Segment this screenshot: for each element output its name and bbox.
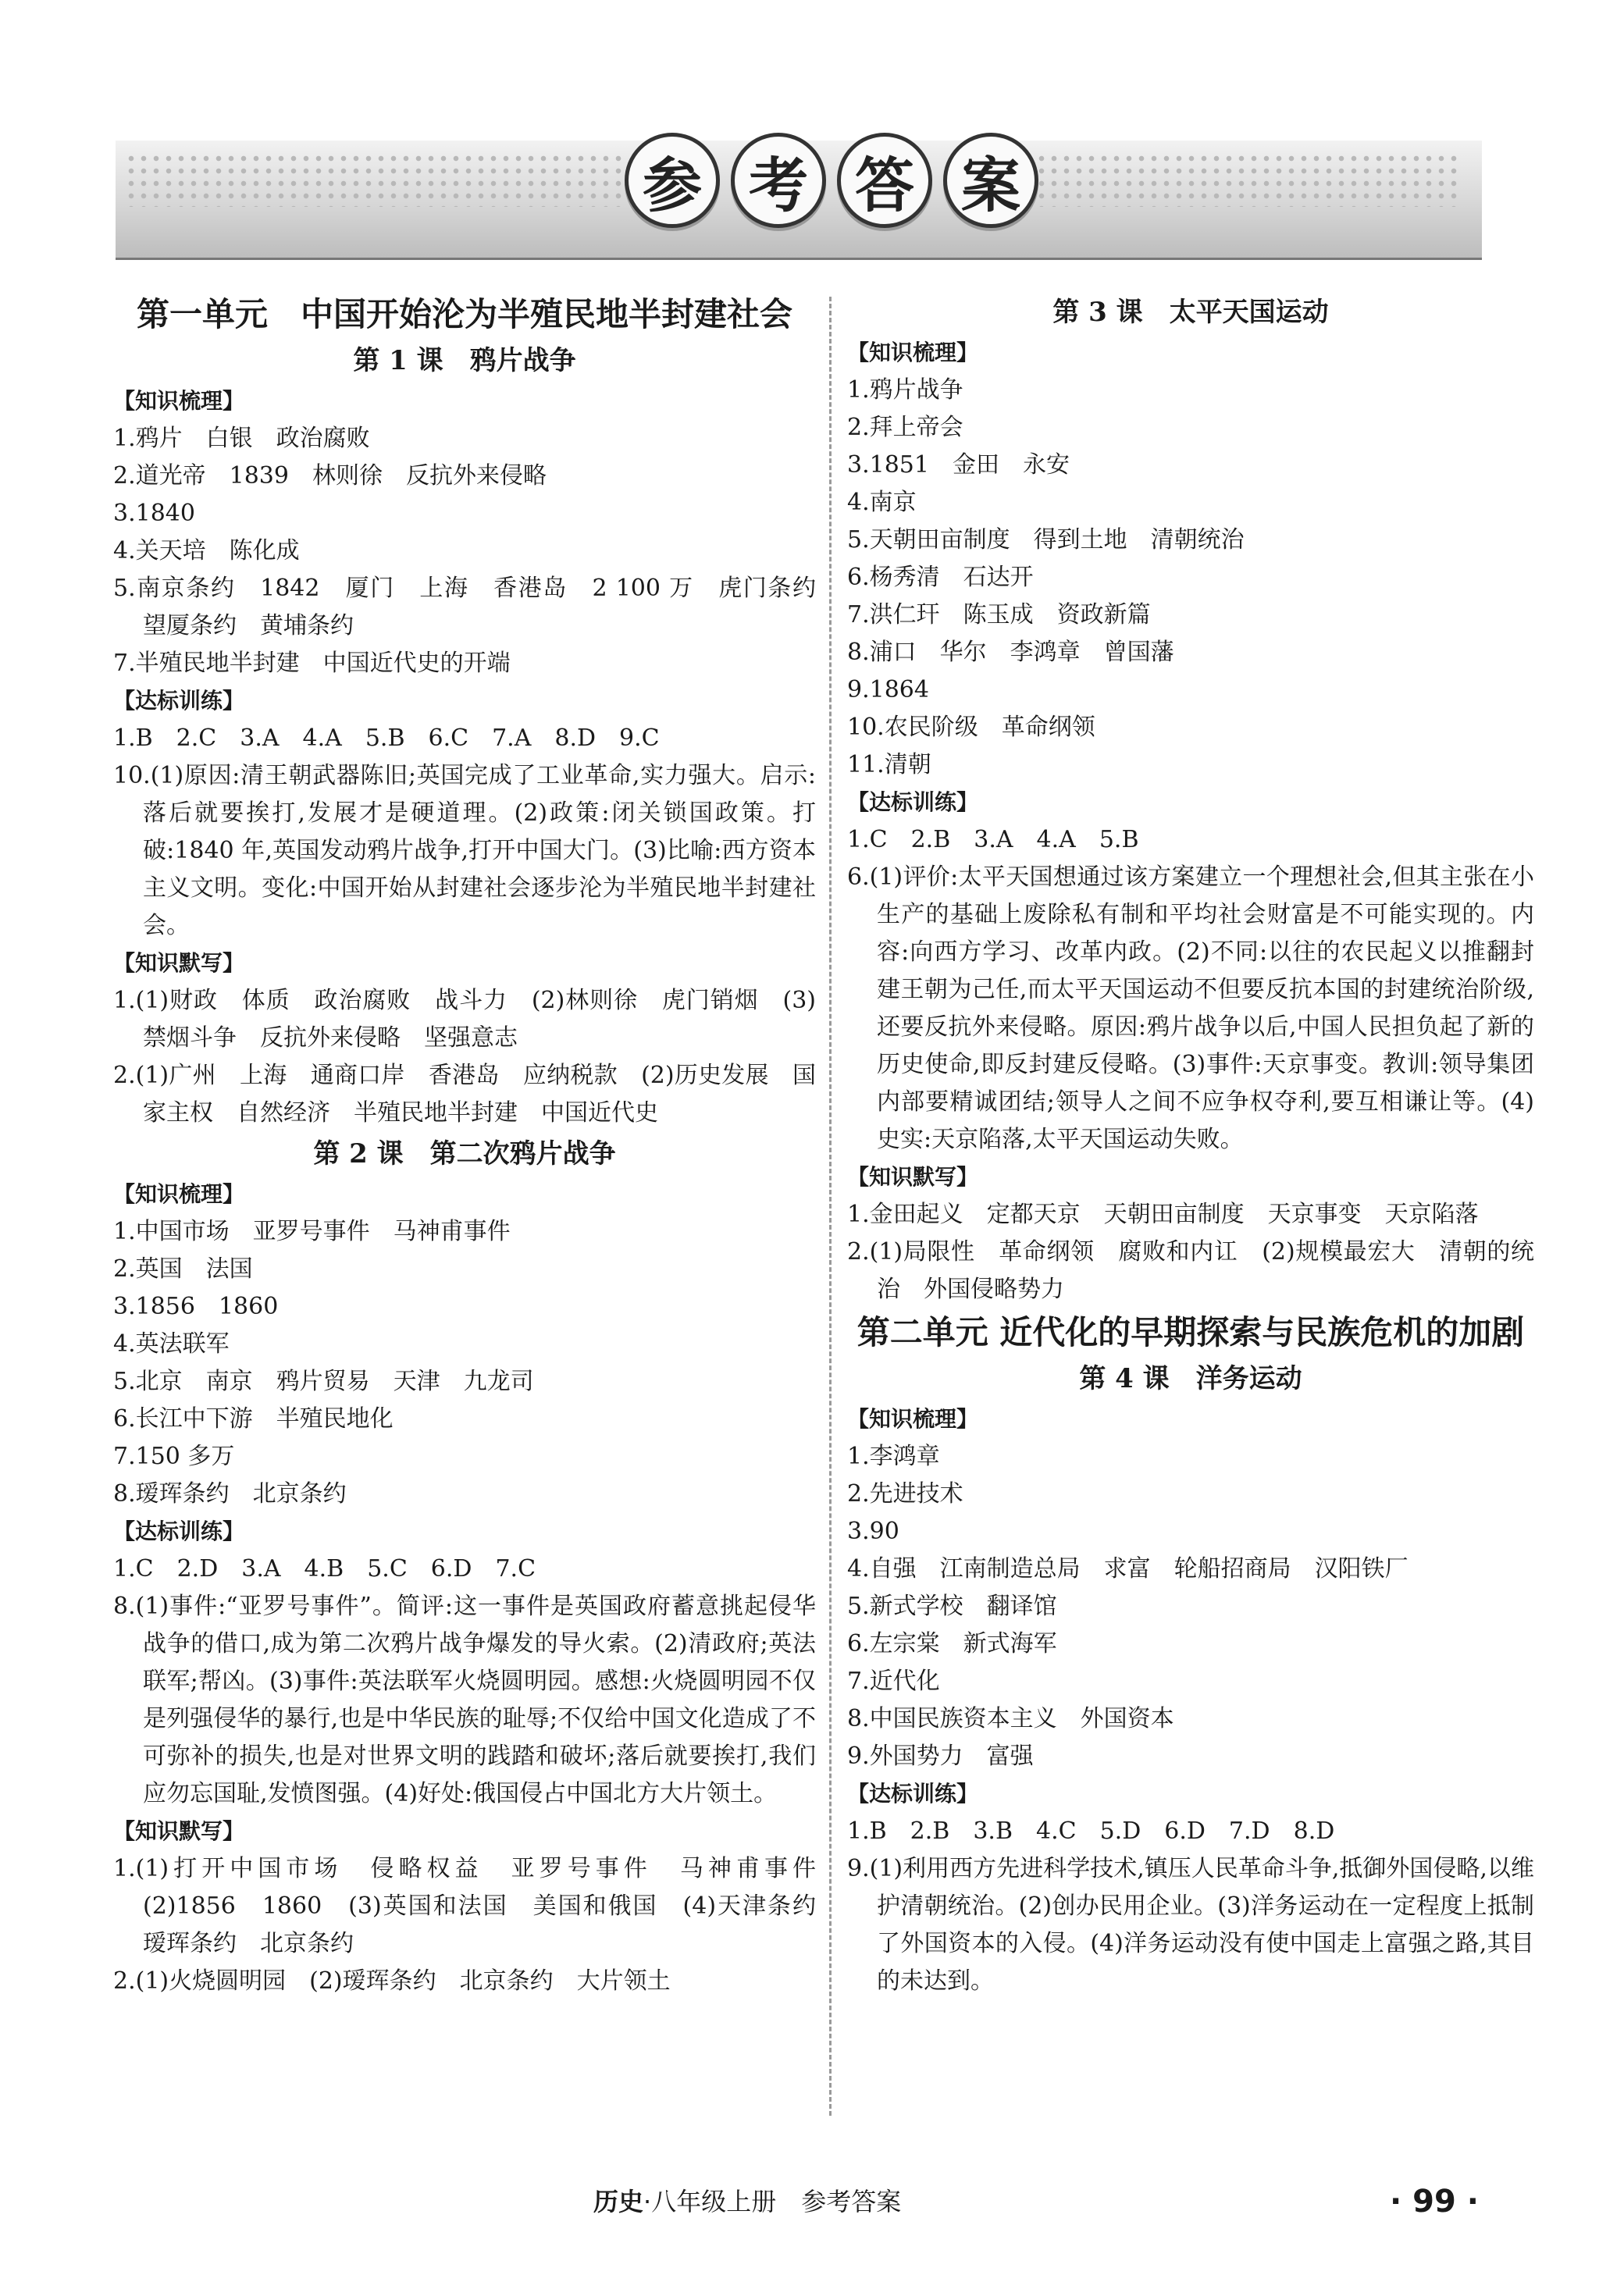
section-heading: 【知识梳理】	[113, 1181, 245, 1207]
title-char-3: 答	[837, 133, 932, 228]
answer-item: 4.南京	[847, 489, 917, 516]
answer-item: 5.北京 南京 鸦片贸易 天津 九龙司	[113, 1368, 534, 1395]
answer-item: 8.瑷珲条约 北京条约	[113, 1480, 347, 1508]
answer-item: 2.(1)火烧圆明园 (2)瑷珲条约 北京条约 大片领土	[113, 1967, 671, 1995]
answer-item: 2.拜上帝会	[847, 414, 963, 441]
answer-item: 6.(1)评价:太平天国想通过该方案建立一个理想社会,但其主张在小生产的基础上废除私有制和平均社会财富是不可能实现的。内容:向西方学习、改革内政。(2)不同:以往的农民起义以推翻封建王朝为己任,而太平天国运动不但要反抗本国的封建统治阶级,还要反抗外来侵略。原因:鸦片战争以后,中国人民担负起了新的历史使命,即反封建反侵略。(3)事件:天京事变。教训:领导集团内部要精诚团结;领导人之间不应争权夺利,要互相谦让等。(4)史实:天京陷落,太平天国运动失败。	[847, 863, 1534, 1153]
answer-item: 8.浦口 华尔 李鸿章 曾国藩	[847, 639, 1174, 666]
answer-item: 6.杨秀清 石达开	[847, 564, 1034, 591]
section-heading: 【知识梳理】	[113, 388, 245, 414]
column-divider	[829, 297, 832, 2116]
answer-item: 7.半殖民地半封建 中国近代史的开端	[113, 650, 511, 677]
answer-item: 1.(1)财政 体质 政治腐败 战斗力 (2)林则徐 虎门销烟 (3)禁烟斗争 反抗外来侵略 坚强意志	[113, 987, 816, 1052]
answer-item: 2.英国 法国	[113, 1255, 253, 1283]
answer-item: 2.(1)广州 上海 通商口岸 香港岛 应纳税款 (2)历史发展 国家主权 自然经济 半殖民地半封建 中国近代史	[113, 1062, 816, 1127]
section-heading: 【达标训练】	[113, 1518, 245, 1544]
answer-item: 3.1851 金田 永安	[847, 451, 1070, 479]
answer-item: 2.道光帝 1839 林则徐 反抗外来侵略	[113, 462, 547, 490]
section-heading: 【知识默写】	[113, 1818, 245, 1844]
banner-dots-right	[1023, 152, 1460, 207]
lesson-3-title: 第 3 课 太平天国运动	[1052, 297, 1329, 328]
answer-item: 1.B 2.B 3.B 4.C 5.D 6.D 7.D 8.D	[847, 1818, 1335, 1845]
answer-item: 1.中国市场 亚罗号事件 马神甫事件	[113, 1218, 511, 1245]
answer-item: 6.左宗棠 新式海军	[847, 1630, 1057, 1657]
answer-item: 9.外国势力 富强	[847, 1743, 1034, 1770]
answer-item: 1.C 2.D 3.A 4.B 5.C 6.D 7.C	[113, 1555, 536, 1583]
answer-item: 6.长江中下游 半殖民地化	[113, 1405, 394, 1433]
answer-item: 11.清朝	[847, 751, 931, 778]
lesson-1-title: 第 1 课 鸦片战争	[353, 345, 576, 376]
section-heading: 【达标训练】	[847, 1781, 979, 1807]
banner-dots-left	[125, 152, 625, 207]
answer-item: 4.关天培 陈化成	[113, 537, 300, 564]
section-heading: 【知识梳理】	[847, 340, 979, 365]
answer-item: 5.南京条约 1842 厦门 上海 香港岛 2 100 万 虎门条约 望厦条约 黄埔条约	[113, 575, 839, 639]
answer-item: 5.天朝田亩制度 得到土地 清朝统治	[847, 526, 1245, 554]
page-title	[625, 133, 1038, 228]
unit-1-title: 第一单元 中国开始沦为半殖民地半封建社会	[136, 295, 792, 333]
answer-item: 9.1864	[847, 676, 929, 703]
answer-item: 8.(1)事件:“亚罗号事件”。简评:这一事件是英国政府蓄意挑起侵华战争的借口,成为第二次鸦片战争爆发的导火索。(2)清政府;英法联军;帮凶。(3)事件:英法联军火烧圆明园。感想:火烧圆明园不仅是列强侵华的暴行,也是中华民族的耻辱;不仅给中国文化造成了不可弥补的损失,也是对世界文明的践踏和破坏;落后就要挨打,我们应勿忘国耻,发愤图强。(4)好处:俄国侵占中国北方大片领土。	[113, 1593, 816, 1807]
section-heading: 【知识梳理】	[847, 1406, 979, 1432]
answer-item: 3.90	[847, 1518, 899, 1545]
right-column	[847, 290, 1534, 2000]
answer-item: 1.B 2.C 3.A 4.A 5.B 6.C 7.A 8.D 9.C	[113, 725, 660, 752]
answer-item: 1.李鸿章	[847, 1443, 940, 1470]
answer-item: 2.先进技术	[847, 1480, 963, 1508]
footer-subject: 历史	[593, 2187, 644, 2216]
title-char-4: 案	[943, 133, 1038, 228]
left-column	[113, 290, 839, 2000]
answer-item: 5.新式学校 翻译馆	[847, 1593, 1057, 1620]
answer-item: 10.农民阶级 革命纲领	[847, 714, 1095, 741]
answer-item: 3.1856 1860	[113, 1293, 279, 1320]
answer-item: 10.(1)原因:清王朝武器陈旧;英国完成了工业革命,实力强大。启示:落后就要挨打,发展才是硬道理。(2)政策:闭关锁国政策。打破:1840 年,英国发动鸦片战争,打开中国大门。(3)比喻:西方资本主义文明。变化:中国开始从封建社会逐步沦为半殖民地半封建社会。	[113, 762, 816, 939]
page-footer	[0, 2182, 1624, 2229]
answer-item: 7.150 多万	[113, 1443, 235, 1470]
section-heading: 【达标训练】	[113, 688, 245, 714]
answer-item: 8.中国民族资本主义 外国资本	[847, 1705, 1174, 1732]
section-heading: 【知识默写】	[847, 1164, 979, 1190]
answer-item: 1.金田起义 定都天京 天朝田亩制度 天京事变 天京陷落	[847, 1201, 1479, 1228]
answer-item: 4.英法联军	[113, 1330, 230, 1358]
section-heading: 【知识默写】	[113, 950, 245, 976]
title-char-1: 参	[625, 133, 720, 228]
answer-item: 2.(1)局限性 革命纲领 腐败和内讧 (2)规模最宏大 清朝的统治 外国侵略势力	[847, 1238, 1534, 1303]
answer-item: 1.(1)打开中国市场 侵略权益 亚罗号事件 马神甫事件 (2)1856 1860 (3)英国和法国 美国和俄国 (4)天津条约 瑷珲条约 北京条约	[113, 1855, 839, 1957]
answer-item: 4.自强 江南制造总局 求富 轮船招商局 汉阳铁厂	[847, 1555, 1409, 1583]
page-number: · 99 ·	[1390, 2184, 1479, 2220]
section-heading: 【达标训练】	[847, 789, 979, 815]
banner-rule	[116, 258, 1482, 260]
footer-grade-info: ·八年级上册 参考答案	[643, 2187, 902, 2216]
answer-item: 7.洪仁玕 陈玉成 资政新篇	[847, 601, 1151, 628]
answer-item: 1.鸦片战争	[847, 376, 963, 404]
answer-item: 1.鸦片 白银 政治腐败	[113, 425, 370, 452]
answer-item: 9.(1)利用西方先进科学技术,镇压人民革命斗争,抵御外国侵略,以维护清朝统治。(2)创办民用企业。(3)洋务运动在一定程度上抵制了外国资本的入侵。(4)洋务运动没有使中国走上富强之路,其目的未达到。	[847, 1855, 1534, 1995]
footer-label	[593, 2182, 901, 2221]
lesson-4-title: 第 4 课 洋务运动	[1079, 1363, 1302, 1394]
title-char-2: 考	[731, 133, 826, 228]
lesson-2-title: 第 2 课 第二次鸦片战争	[313, 1138, 616, 1170]
answer-item: 1.C 2.B 3.A 4.A 5.B	[847, 826, 1139, 853]
answer-item: 7.近代化	[847, 1668, 940, 1695]
unit-2-title: 第二单元 近代化的早期探索与民族危机的加剧	[857, 1313, 1525, 1351]
answer-item: 3.1840	[113, 500, 195, 527]
